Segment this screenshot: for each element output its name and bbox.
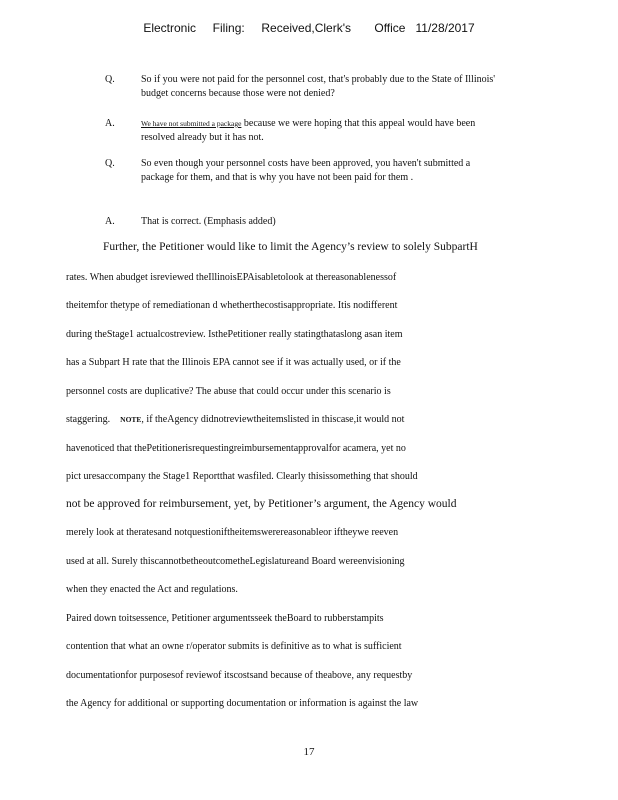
body-line: havenoticed that thePetitionerisrequestingreimbursementapprovalfor acamera, yet no (66, 443, 406, 454)
body-line: contention that what an owne r/operator submits is definitive as to what is sufficient (66, 641, 402, 652)
body-line-start: staggering. (66, 414, 111, 425)
body-line: has a Subpart H rate that the Illinois EPA cannot see if it was actually used, or if the (66, 357, 401, 368)
qa-text: So even though your personnel costs have been approved, you haven't submitted a package for them, and that is why you have not been paid for them . (141, 158, 471, 183)
body-line: documentationfor purposesof reviewof itscostsand because of theabove, any requestby (66, 670, 413, 681)
body-line: not be approved for reimbursement, yet, by Petitioner’s argument, the Agency would (66, 498, 457, 510)
qa-text: So if you were not paid for the personnel cost, that's probably due to the State of Illinois' budget concerns because those were not denied? (141, 74, 496, 99)
note-label: NOTE (120, 415, 142, 424)
body-line-end: , if theAgency didnotreviewtheitemslisted in thiscase,it would not (141, 414, 405, 425)
qa-text (141, 117, 501, 144)
qa-text-rest: because we were hoping that this appeal would have been resolved already but it has not. (141, 118, 476, 143)
body-line: theitemfor thetype of remediationan d whetherthecostisappropriate. Itis nodifferent (66, 300, 398, 311)
body-line: Paired down toitsessence, Petitioner argumentsseek theBoard to rubberstampits (66, 613, 384, 624)
body-line: Further, the Petitioner would like to limit the Agency’s review to solely SubpartH (103, 241, 478, 253)
qa-text: That is correct. (Emphasis added) (141, 216, 276, 227)
qa-label: Q. (105, 158, 115, 169)
qa-label: A. (105, 216, 115, 227)
body-line: merely look at theratesand notquestioniftheitemswerereasonableor iftheywe reeven (66, 527, 399, 538)
body-line: rates. When abudget isreviewed theIllinoisEPAisabletolook at thereasonablenessof (66, 272, 397, 283)
body-line: during theStage1 actualcostreview. IsthePetitioner really statingthataslong asan item (66, 329, 403, 340)
body-line: personnel costs are duplicative? The abuse that could occur under this scenario is (66, 386, 391, 397)
body-line (66, 414, 404, 425)
emphasized-text: We have not submitted a package (141, 119, 242, 128)
body-line: the Agency for additional or supporting documentation or information is against the law (66, 698, 419, 709)
qa-label: Q. (105, 74, 115, 85)
filing-header: Electronic Filing: Received,Clerk's Office 11/28/2017 (143, 21, 475, 35)
body-line: when they enacted the Act and regulations. (66, 584, 238, 595)
body-line: used at all. Surely thiscannotbetheoutcometheLegislatureand Board wereenvisioning (66, 556, 405, 567)
body-line: pict uresaccompany the Stage1 Reportthat wasfiled. Clearly thisissomething that should (66, 471, 418, 482)
page-number: 17 (303, 746, 315, 758)
qa-label: A. (105, 118, 115, 129)
